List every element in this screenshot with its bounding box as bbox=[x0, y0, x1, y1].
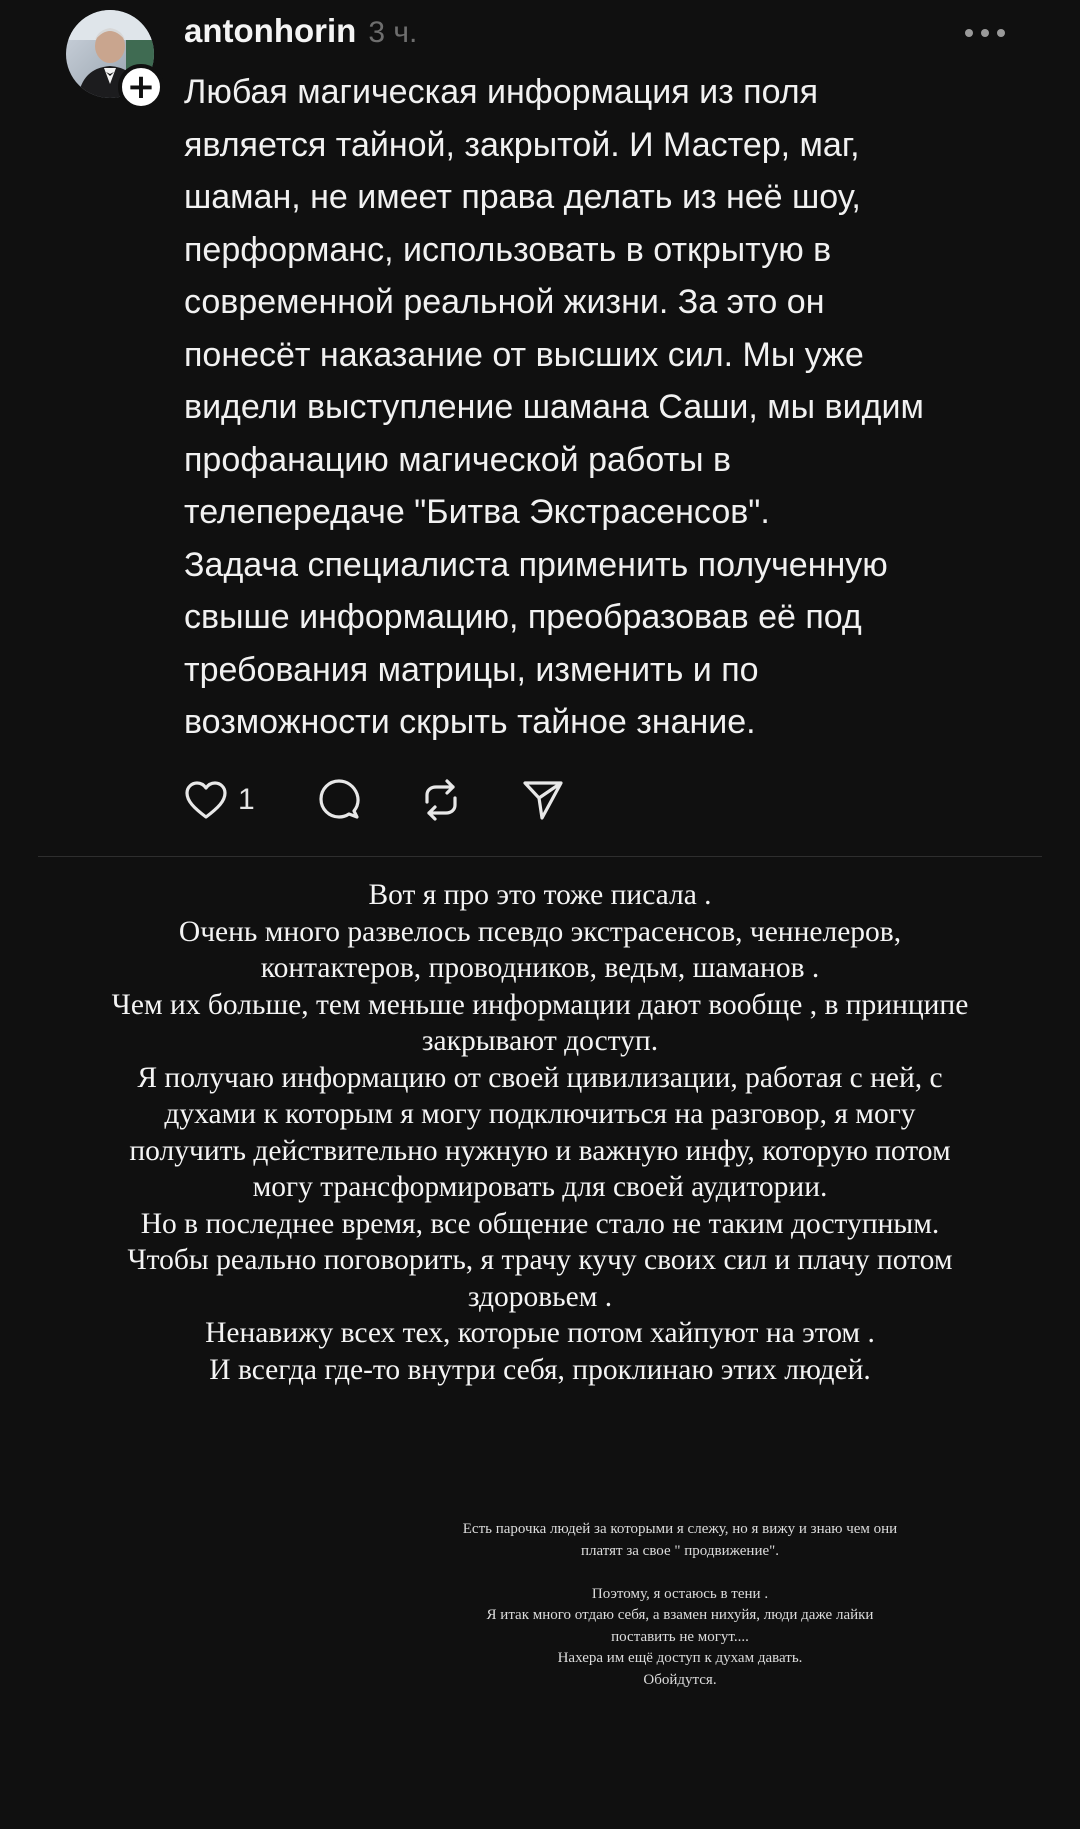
post-body-line: возможности скрыть тайное знание. bbox=[184, 703, 756, 741]
post-body-line: профанацию магической работы в bbox=[184, 440, 732, 479]
story-line: Чем их больше, тем меньше информации дают вообще , в принципе bbox=[111, 988, 969, 1021]
thread-post bbox=[0, 0, 1080, 860]
story-line: контактеров, проводников, ведьм, шаманов . bbox=[260, 952, 820, 984]
story-small-line: платят за свое " продвижение". bbox=[580, 1542, 780, 1559]
story-small-line: поставить не могут.... bbox=[611, 1628, 749, 1645]
divider bbox=[38, 856, 1042, 857]
post-body-line: требования матрицы, изменить и по bbox=[184, 650, 759, 689]
story-line: закрывают доступ. bbox=[421, 1025, 659, 1057]
comment-button[interactable] bbox=[317, 778, 361, 822]
avatar-container[interactable] bbox=[66, 10, 156, 107]
story-small-line bbox=[380, 1562, 980, 1584]
post-body-line: шаман, не имеет права делать из неё шоу, bbox=[184, 178, 861, 216]
story-small-line: Нахера им ещё доступ к духам давать. bbox=[557, 1650, 803, 1666]
post-body-line: видели выступление шамана Саши, мы видим bbox=[184, 388, 924, 426]
post-body-line: перформанс, использовать в открытую в bbox=[184, 230, 832, 269]
post-body-line: свыше информацию, преобразовав её под bbox=[184, 598, 862, 636]
story-line: Но в последнее время, все общение стало не таким доступным. bbox=[140, 1207, 940, 1240]
repost-button[interactable] bbox=[419, 778, 463, 822]
timestamp: 3 ч. bbox=[368, 16, 418, 49]
story-small-text bbox=[380, 1519, 980, 1691]
post-header bbox=[184, 12, 417, 56]
post-body-line: является тайной, закрытой. И Мастер, маг, bbox=[184, 125, 860, 164]
post-body-line: Любая магическая информация из поля bbox=[184, 73, 818, 111]
story-small-line: Обойдутся. bbox=[643, 1671, 717, 1688]
story-line: духами к которым я могу подключиться на разговор, я могу bbox=[164, 1098, 916, 1130]
story-line: Очень много развелось псевдо экстрасенсов, ченнелеров, bbox=[178, 915, 902, 948]
story-small-line: Поэтому, я остаюсь в тени . bbox=[591, 1585, 769, 1602]
story-small-line: Есть парочка людей за которыми я слежу, но я вижу и знаю чем они bbox=[462, 1521, 898, 1537]
story-main-text bbox=[60, 877, 1020, 1388]
story-line: могу трансформировать для своей аудитории. bbox=[252, 1171, 828, 1203]
story-line: здоровьем . bbox=[467, 1280, 613, 1313]
username[interactable]: antonhorin bbox=[184, 12, 357, 49]
story-line: Чтобы реально поговорить, я трачу кучу своих сил и плачу потом bbox=[127, 1244, 953, 1276]
post-actions bbox=[184, 778, 565, 822]
story-line: Ненавижу всех тех, которые потом хайпуют на этом . bbox=[205, 1317, 875, 1349]
share-icon[interactable] bbox=[521, 778, 565, 822]
post-body-line: телепередаче "Битва Экстрасенсов". bbox=[184, 493, 770, 531]
like-button[interactable] bbox=[184, 780, 255, 820]
heart-icon[interactable] bbox=[184, 780, 228, 820]
story-line: Я получаю информацию от своей цивилизации, работая с ней, с bbox=[137, 1061, 943, 1094]
post-body bbox=[184, 66, 1004, 749]
comment-icon[interactable] bbox=[317, 778, 361, 822]
post-body-line: Задача специалиста применить полученную bbox=[184, 545, 888, 584]
story-line: получить действительно нужную и важную инфу, которую потом bbox=[129, 1134, 951, 1167]
share-button[interactable] bbox=[521, 778, 565, 822]
follow-plus-icon[interactable]: + bbox=[118, 64, 164, 110]
story-small-line: Я итак много отдаю себя, а взамен нихуйя, люди даже лайки bbox=[486, 1607, 874, 1623]
post-body-line: современной реальной жизни. За это он bbox=[184, 283, 825, 321]
ellipsis-icon[interactable] bbox=[960, 18, 1010, 48]
post-body-line: понесёт наказание от высших сил. Мы уже bbox=[184, 335, 864, 374]
story-line: И всегда где-то внутри себя, проклинаю этих людей. bbox=[209, 1353, 871, 1386]
like-count: 1 bbox=[238, 783, 255, 816]
repost-icon[interactable] bbox=[419, 778, 463, 822]
story-line: Вот я про это тоже писала . bbox=[368, 879, 712, 911]
